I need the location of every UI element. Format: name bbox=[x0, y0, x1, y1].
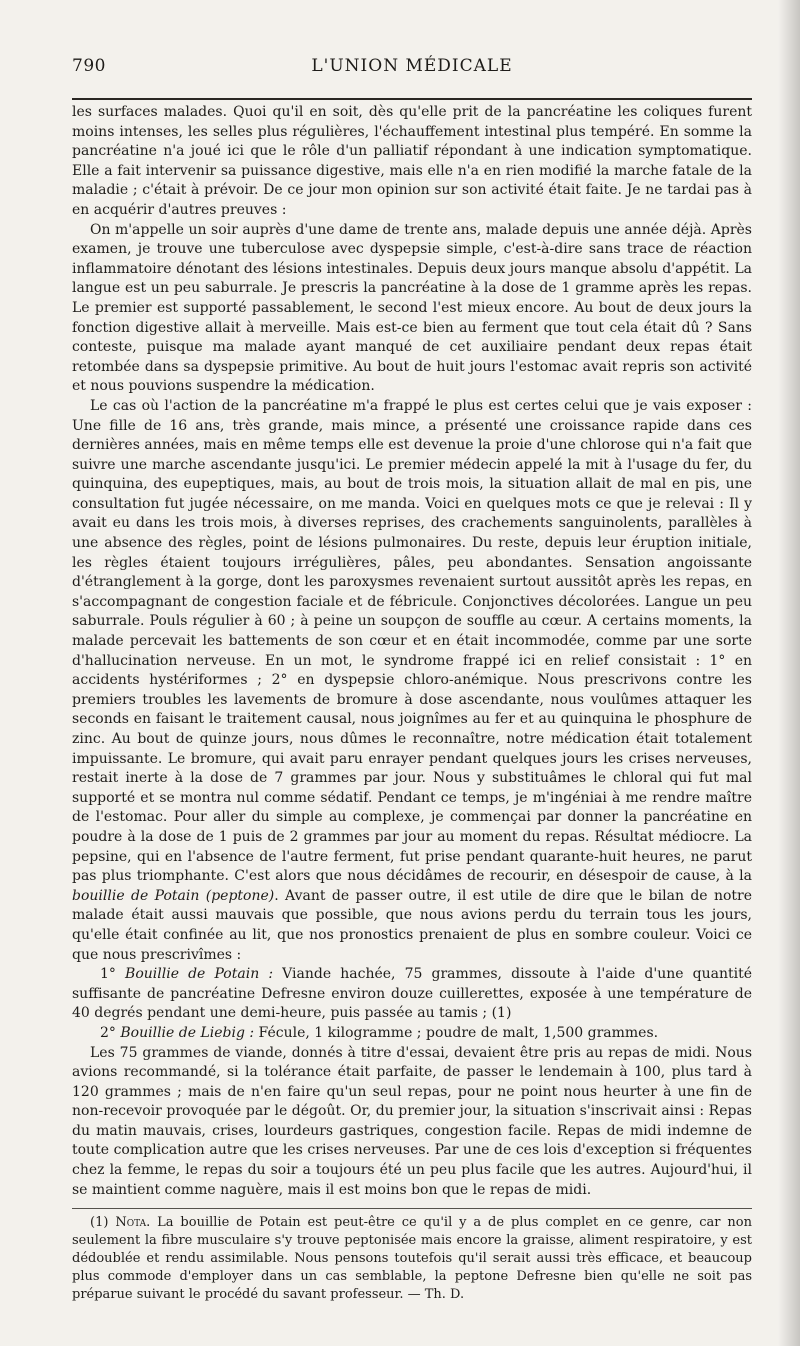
formula-2-number: 2° bbox=[100, 1024, 116, 1041]
formula-2 bbox=[72, 1024, 752, 1044]
body-text bbox=[72, 103, 752, 1200]
paragraph-3-text-b: . Avant de passer outre, il est utile de dire que le bilan de notre malade était aussi mauvais que possible, que nous avions perdu du terrain tous les jours, qu'elle était confinée au lit, que nos pronostics prenaient de plus en sombre couleur. Voici ce que nous prescrivîmes : bbox=[72, 887, 753, 963]
page-number: 790 bbox=[72, 56, 106, 76]
paragraph-3-italic-term: bouillie de Potain (peptone) bbox=[72, 887, 275, 904]
formula-1 bbox=[72, 965, 752, 1024]
binding-shadow bbox=[778, 0, 800, 1346]
footnote-paragraph bbox=[72, 1214, 752, 1304]
paragraph-1: les surfaces malades. Quoi qu'il en soit, dès qu'elle prit de la pancréatine les coliques furent moins intenses, les selles plus régulières, l'échauffement intestinal plus tempéré. En somme la pancréatine n'a joué ici que le rôle d'un palliatif répondant à une indication symptomatique. Elle a fait intervenir sa puissance digestive, mais elle n'a en rien modifié la marche fatale de la maladie ; c'était à prévoir. De ce jour mon opinion sur son activité était faite. Je ne tardai pas à en acquérir d'autres preuves : bbox=[72, 104, 752, 218]
footnote-text: La bouillie de Potain est peut-être ce qu'il y a de plus complet en ce genre, car non seulement la fibre musculaire s'y trouve peptonisée mais encore la graisse, aliment respiratoire, y est dédoublée et rendu assimilable. Nous pensons toutefois qu'il serait aussi très efficace, et beaucoup plus commode d'employer dans un cas semblable, la peptone Defresne bien qu'elle ne soit pas préparue suivant le procédé du savant professeur. — Th. D. bbox=[72, 1215, 752, 1302]
formula-1-title: Bouillie de Potain : bbox=[125, 966, 274, 983]
footnote bbox=[72, 1214, 752, 1304]
journal-title: L'UNION MÉDICALE bbox=[311, 56, 513, 76]
running-header bbox=[72, 56, 752, 84]
paragraph-3-text-a: Le cas où l'action de la pancréatine m'a frappé le plus est certes celui que je vais exposer : Une fille de 16 ans, très grande, mais mince, a présenté une croissance rapide dans ces dernières années, mais en même temps elle est devenue la proie d'une chlorose qui n'a fait que suivre une marche ascendante jusqu'ici. Le premier médecin appelé la mit à l'usage du fer, du quinquina, des eupeptiques, mais, au bout de trois mois, la situation allait de mal en pis, une consultation fut jugée nécessaire, on me manda. Voici en quelques mots ce que je relevai : Il y avait eu dans les trois mois, à diverses reprises, des crachements sanguinolents, parallèles à une absence des règles, point de lésions pulmonaires. Du reste, depuis leur éruption initiale, les règles étaient toujours irrégulières, pâles, peu abondantes. Sensation angoissante d'étranglement à la gorge, dont les paroxysmes revenaient surtout aussitôt après les repas, en s'accompagnant de congestion faciale et de fébricule. Conjonctives décolorées. Langue un peu saburrale. Pouls régulier à 60 ; à peine un soupçon de souffle au cœur. A certains moments, la malade percevait les battements de son cœur et en était incommodée, comme par une sorte d'hallucination nerveuse. En un mot, le syndrome frappé ici en relief consistait : 1° en accidents hystériformes ; 2° en dyspepsie chloro-anémique. Nous prescrivons contre les premiers troubles les lavements de bromure à dose ascendante, nous voulûmes attaquer les seconds en faisant le traitement causal, nous joignîmes au fer et au quinquina le phosphure de zinc. Au bout de quinze jours, nous dûmes le reconnaître, notre médication était totalement impuissante. Le bromure, qui avait paru enrayer pendant quelques jours les crises nerveuses, restait inerte à la dose de 7 grammes par jour. Nous y substituâmes le chloral qui fut mal supporté et se montra nul comme sédatif. Pendant ce temps, je m'ingéniai à me rendre maître de l'estomac. Pour aller du simple au complexe, je commençai par donner la pancréatine en poudre à la dose de 1 puis de 2 grammes par jour au moment du repas. Résultat médiocre. La pepsine, qui en l'absence de l'autre ferment, fut prise pendant quarante-huit heures, ne parut pas plus triomphante. C'est alors que nous décidâmes de recourir, en désespoir de cause, à la bbox=[72, 397, 752, 885]
footnote-label: Nota. bbox=[115, 1215, 151, 1230]
paragraph-2: On m'appelle un soir auprès d'une dame de trente ans, malade depuis une année déjà. Après examen, je trouve une tuberculose avec dyspepsie simple, c'est-à-dire sans trace de réaction inflammatoire dénotant des lésions intestinales. Depuis deux jours manque absolu d'appétit. La langue est un peu saburrale. Je prescris la pancréatine à la dose de 1 gramme après les repas. Le premier est supporté passablement, le second l'est mieux encore. Au bout de deux jours la fonction digestive allait à merveille. Mais est-ce bien au ferment que tout cela était dû ? Sans conteste, puisque ma malade ayant manqué de cet auxiliaire pendant deux repas était retombée dans sa dyspepsie primitive. Au bout de huit jours l'estomac avait repris son activité et nous pouvions suspendre la médication. bbox=[72, 221, 752, 395]
paragraph-4: Les 75 grammes de viande, donnés à titre d'essai, devaient être pris au repas de midi. Nous avions recommandé, si la tolérance était parfaite, de passer le lendemain à 100, plus tard à 120 grammes ; mais de n'en faire qu'un seul repas, pour ne point nous heurter à une fin de non-recevoir provoquée par le dégoût. Or, du premier jour, la situation s'inscrivait ainsi : Repas du matin mauvais, crises, lourdeurs gastriques, congestion facile. Repas de midi indemne de toute complication autre que les crises nerveuses. Par une de ces lois d'exception si fréquentes chez la femme, le repas du soir a toujours été un peu plus facile que les autres. Aujourd'hui, il se maintient comme naguère, mais il est moins bon que le repas de midi. bbox=[72, 1044, 752, 1198]
formula-1-number: 1° bbox=[100, 966, 116, 983]
formula-2-title: Bouillie de Liebig : bbox=[120, 1024, 255, 1041]
footnote-rule bbox=[72, 1208, 752, 1209]
formula-1-text: Viande hachée, 75 grammes, dissoute à l'aide d'une quantité suffisante de pancréatine Defresne environ douze cuillerettes, exposée à une température de 40 degrés pendant une demi-heure, puis passée au tamis ; (1) bbox=[72, 966, 752, 1022]
footnote-marker: (1) bbox=[90, 1215, 109, 1230]
paragraph-3 bbox=[72, 397, 752, 965]
header-rule bbox=[72, 98, 752, 100]
formula-2-text: Fécule, 1 kilogramme ; poudre de malt, 1,500 grammes. bbox=[254, 1024, 659, 1041]
